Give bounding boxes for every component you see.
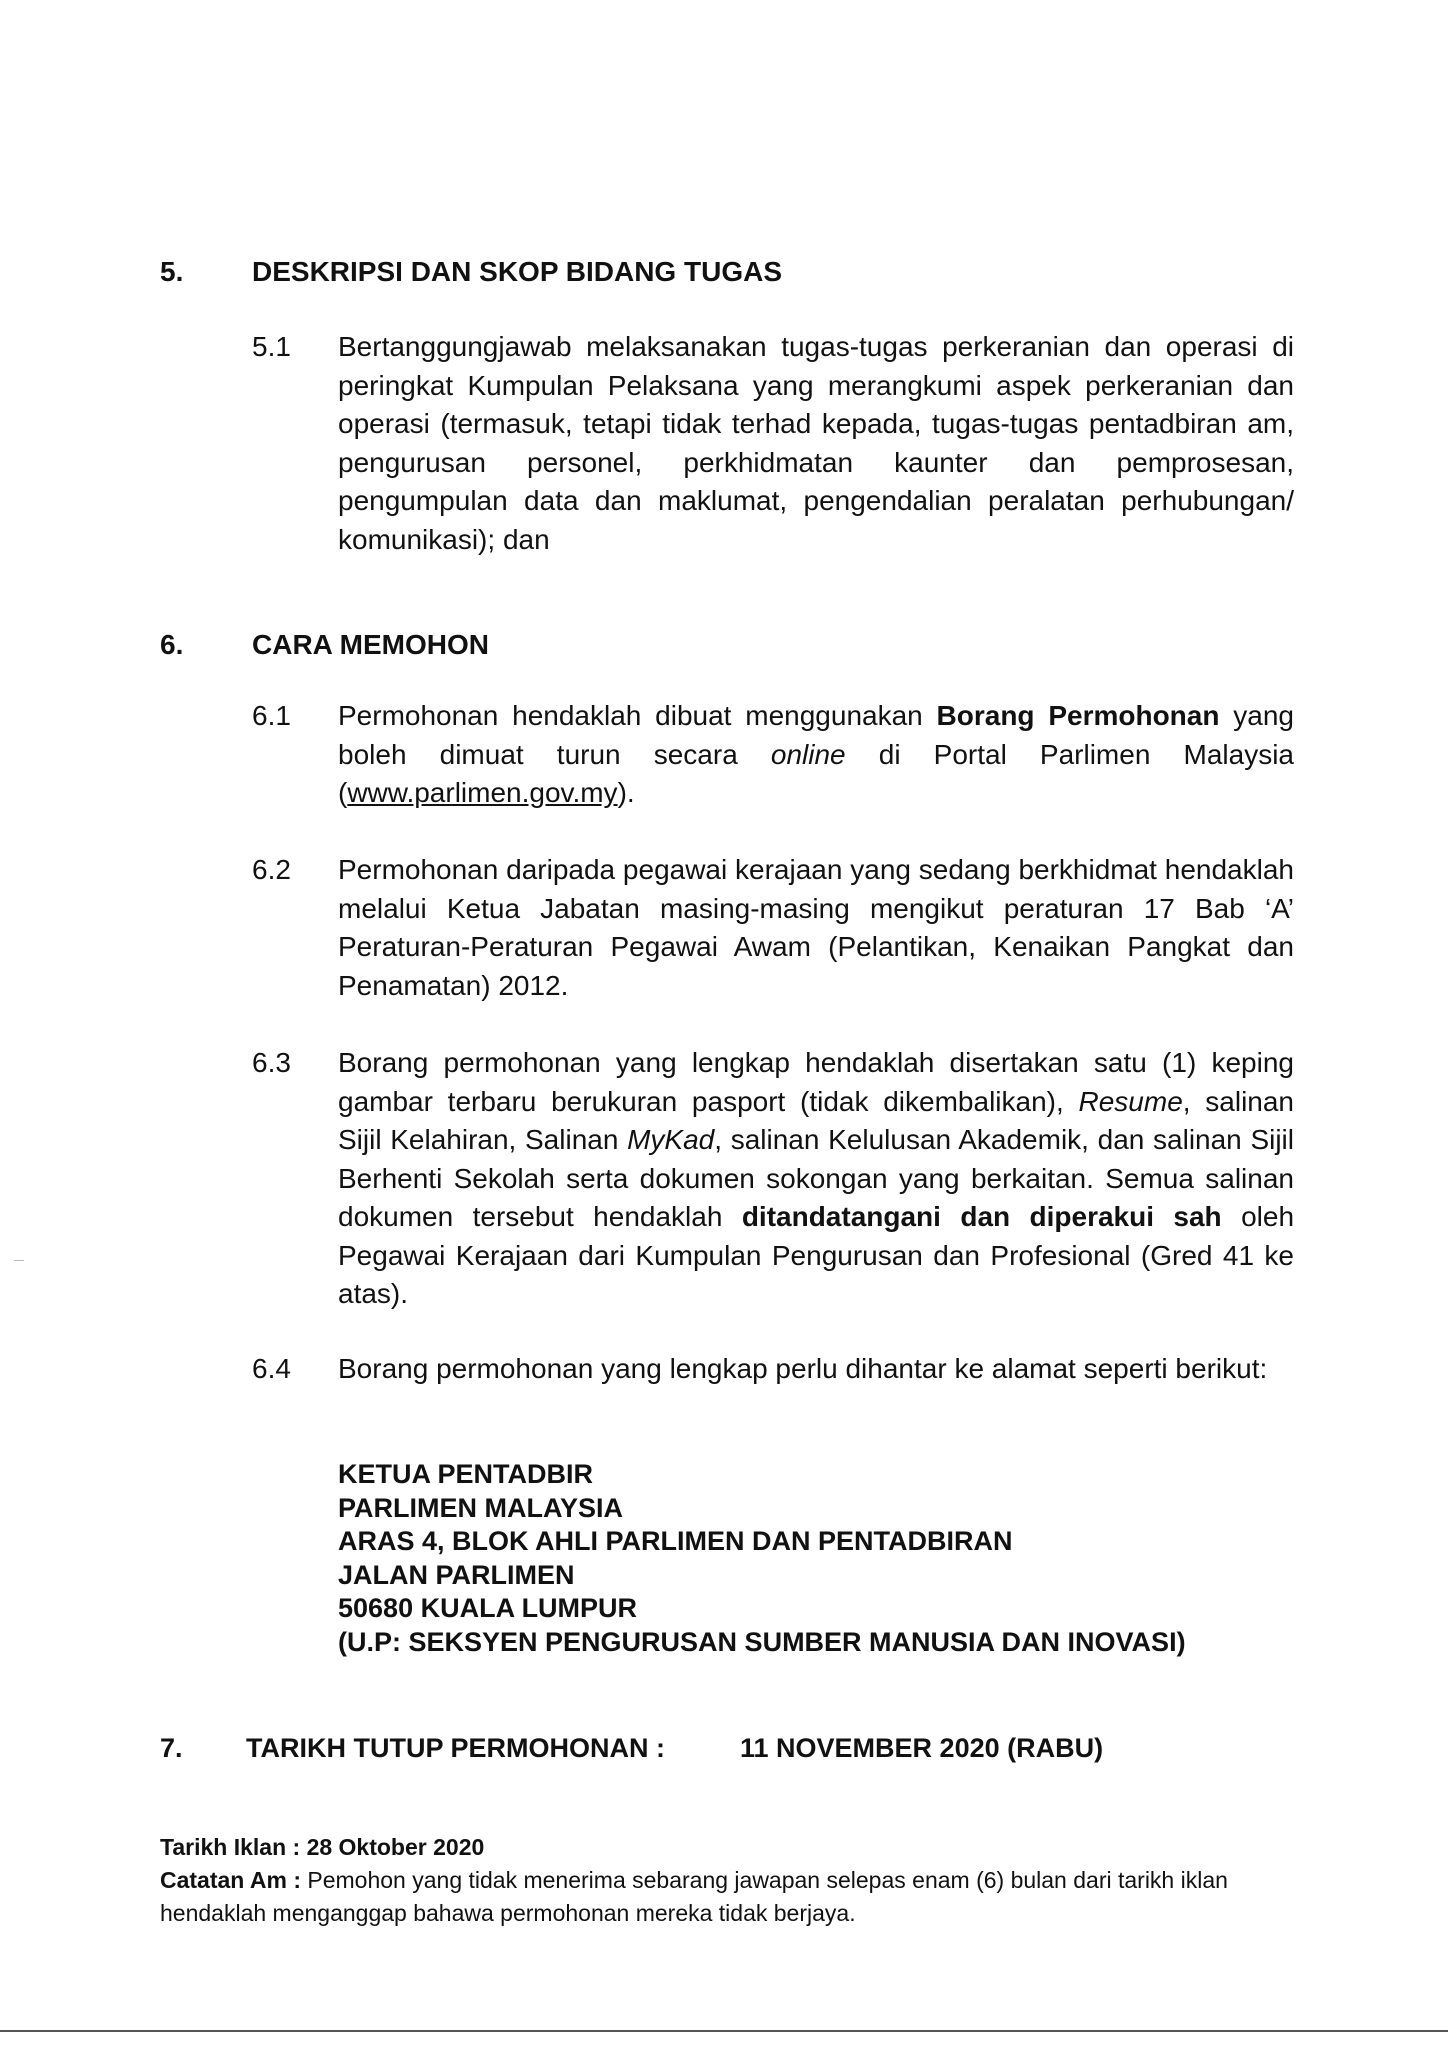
item-6-3-text: Borang permohonan yang lengkap hendaklah disertakan satu (1) keping gambar terbaru berukuran pasport (tidak dikembalikan), Resume, salinan Sijil Kelahiran, Salinan MyKad, salinan Kelulusan Akademik, dan salinan Sijil Berhenti Sekolah serta dokumen sokongan yang berkaitan. Semua salinan dokumen tersebut hendaklah ditandatangani dan diperakui sah oleh Pegawai Kerajaan dari Kumpulan Pengurusan dan Profesional (Gred 41 ke atas).: [338, 1047, 1295, 1309]
advert-date-label: Tarikh Iklan :: [160, 1834, 301, 1860]
certification-requirement: ditandatangani dan diperakui sah: [741, 1201, 1222, 1232]
item-5-1-text: Bertanggungjawab melaksanakan tugas-tugas perkeranian dan operasi di peringkat Kumpulan Pelaksana yang merangkumi aspek perkeranian dan operasi (termasuk, tetapi tidak terhad kepada, tugas-tugas pentadbiran am, pengurusan personel, perkhidmatan kaunter dan pemprosesan, pengumpulan data dan maklumat, pengendalian peralatan perhubungan/ komunikasi); dan: [338, 331, 1294, 555]
item-6-1-number: 6.1: [252, 700, 291, 731]
application-form-label: Borang Permohonan: [936, 700, 1220, 731]
advert-date: [160, 1831, 1295, 1864]
section-6-number: 6.: [160, 629, 184, 660]
section-6-title: CARA MEMOHON: [252, 629, 489, 660]
portal-link[interactable]: www.parlimen.gov.my: [347, 777, 618, 808]
address-line: 50680 KUALA LUMPUR: [338, 1593, 638, 1623]
address-line: (U.P: SEKSYEN PENGURUSAN SUMBER MANUSIA DAN INOVASI): [338, 1626, 1186, 1657]
item-6-1-text: Permohonan hendaklah dibuat menggunakan Borang Permohonan yang boleh dimuat turun secara online di Portal Parlimen Malaysia (www.parlimen.gov.my).: [338, 700, 1294, 808]
item-6-4-text: Borang permohonan yang lengkap perlu dihantar ke alamat seperti berikut:: [338, 1353, 1268, 1384]
bottom-rule: [0, 2030, 1448, 2032]
address-line: ARAS 4, BLOK AHLI PARLIMEN DAN PENTADBIRAN: [338, 1526, 1013, 1556]
section-5-title: DESKRIPSI DAN SKOP BIDANG TUGAS: [252, 256, 782, 287]
general-note: [160, 1864, 1295, 1930]
address-line: JALAN PARLIMEN: [338, 1559, 575, 1590]
address-line: PARLIMEN MALAYSIA: [338, 1492, 624, 1523]
section-7-number: 7.: [160, 1733, 183, 1763]
section-5-number: 5.: [160, 256, 184, 287]
item-6-4-number: 6.4: [252, 1353, 291, 1384]
closing-date: 11 NOVEMBER 2020 (RABU): [740, 1733, 1104, 1763]
address-line: KETUA PENTADBIR: [338, 1459, 593, 1489]
item-6-2-number: 6.2: [252, 854, 291, 885]
closing-date-label: TARIKH TUTUP PERMOHONAN :: [246, 1733, 665, 1763]
mailing-address: [338, 1458, 1186, 1659]
general-note-label: Catatan Am :: [160, 1867, 301, 1893]
item-6-3-number: 6.3: [252, 1047, 291, 1078]
item-5-1-number: 5.1: [252, 331, 291, 362]
item-6-2-text: Permohonan daripada pegawai kerajaan yang sedang berkhidmat hendaklah melalui Ketua Jabatan masing-masing mengikut peraturan 17 Bab ‘A’ Peraturan-Peraturan Pegawai Awam (Pelantikan, Kenaikan Pangkat dan Penamatan) 2012.: [338, 854, 1294, 1001]
advert-date-value: 28 Oktober 2020: [306, 1834, 485, 1860]
general-note-text: Pemohon yang tidak menerima sebarang jawapan selepas enam (6) bulan dari tarikh iklan hendaklah menganggap bahawa permohonan mereka tidak berjaya.: [160, 1867, 1228, 1926]
scan-mark: [14, 1260, 24, 1261]
